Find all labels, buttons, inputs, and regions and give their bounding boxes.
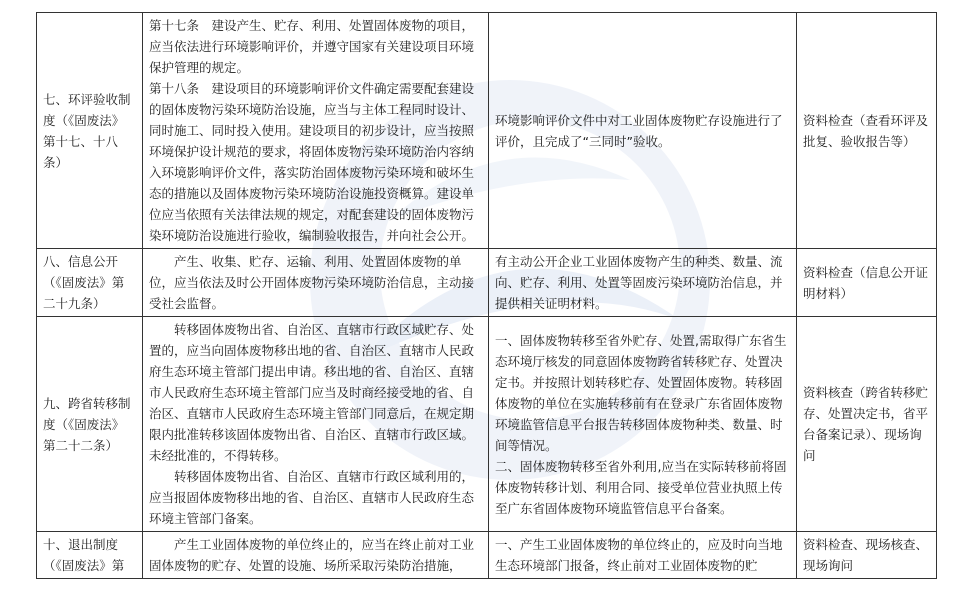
law-text: 转移固体废物出省、自治区、直辖市行政区域利用的，应当报固体废物移出地的省、自治区、直辖市人民政府生态环境主管部门备案。	[149, 469, 475, 526]
item-cell: 十、退出制度（《固废法》第	[37, 532, 143, 579]
item-cell: 七、环评验收制度（《固废法》第十七、十八条）	[37, 13, 143, 249]
requirement-text: 环境影响评价文件中对工业固体废物贮存设施进行了评价，且完成了“三同时”验收。	[495, 112, 783, 149]
requirement-cell	[489, 13, 797, 249]
law-text: 产生、收集、贮存、运输、利用、处置固体废物的单位，应当依法及时公开固体废物污染环境防治信息，主动接受社会监督。	[149, 254, 475, 311]
method-cell: 资料检查（信息公开证明材料）	[797, 249, 937, 317]
item-cell: 八、信息公开（《固废法》第二十九条）	[37, 249, 143, 317]
method-cell: 资料核查（跨省转移贮存、处置决定书，省平台备案记录）、现场询问	[797, 317, 937, 532]
law-cell	[143, 249, 489, 317]
law-text: 转移固体废物出省、自治区、直辖市行政区域贮存、处置的，应当向固体废物移出地的省、自治区、直辖市人民政府生态环境主管部门提出申请。移出地的省、自治区、直辖市人民政府生态环境主管部门应当及时商经接受地的省、自治区、直辖市人民政府生态环境主管部门同意后，在规定期限内批准转移该固体废物出省、自治区、直辖市行政区域。未经批准的，不得转移。	[149, 322, 475, 463]
method-cell: 资料检查（查看环评及批复、验收报告等）	[797, 13, 937, 249]
requirement-text: 有主动公开企业工业固体废物产生的种类、数量、流向、贮存、利用、处置等固废污染环境防治信息，并提供相关证明材料。	[495, 254, 783, 311]
method-cell: 资料检查、现场核查、现场询问	[797, 532, 937, 579]
table-row	[37, 532, 937, 579]
law-cell	[143, 532, 489, 579]
table-row	[37, 249, 937, 317]
requirement-text: 一、固体废物转移至省外贮存、处置,需取得广东省生态环境厅核发的同意固体废物跨省转移贮存、处置决定书。并按照计划转移贮存、处置固体废物。转移固体废物的单位在实施转移前有在登录广东省固体废物环境监管信息平台报告转移固体废物种类、数量、时间等情况。	[495, 332, 787, 453]
law-cell	[143, 13, 489, 249]
law-text: 第十七条 建设产生、贮存、利用、处置固体废物的项目，应当依法进行环境影响评价，并遵守国家有关建设项目环境保护管理的规定。	[149, 18, 475, 75]
requirement-text: 一、产生工业固体废物的单位终止的，应及时向当地生态环境部门报备，终止前对工业固体废物的贮	[495, 537, 783, 573]
law-text: 第十八条 建设项目的环境影响评价文件确定需要配套建设的固体废物污染环境防治设施，应当与主体工程同时设计、同时施工、同时投入使用。建设项目的初步设计，应当按照环境保护设计规范的要求，将固体废物污染环境防治内容纳入环境影响评价文件，落实防治固体废物污染环境和破坏生态的措施以及固体废物污染环境防治设施投资概算。建设单位应当依照有关法律法规的规定，对配套建设的固体废物污染环境防治设施进行验收，编制验收报告，并向社会公开。	[149, 81, 475, 243]
requirement-cell	[489, 317, 797, 532]
requirement-cell	[489, 532, 797, 579]
requirement-text: 二、固体废物转移至省外利用,应当在实际转移前将固体废物转移计划、利用合同、接受单位营业执照上传至广东省固体废物环境监管信息平台备案。	[495, 458, 787, 516]
item-cell: 九、跨省转移制度（《固废法》第二十二条）	[37, 317, 143, 532]
law-text: 产生工业固体废物的单位终止的，应当在终止前对工业固体废物的贮存、处置的设施、场所采取污染防治措施，	[149, 537, 475, 573]
law-cell	[143, 317, 489, 532]
table-row	[37, 317, 937, 532]
regulation-table	[36, 12, 937, 579]
requirement-cell	[489, 249, 797, 317]
table-row	[37, 13, 937, 249]
